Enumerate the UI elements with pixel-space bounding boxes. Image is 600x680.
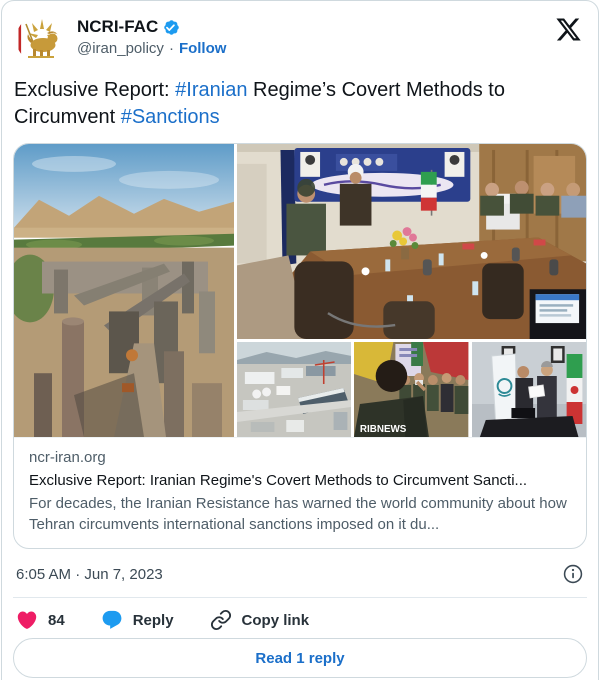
tweet-text-segment: Regime’s Covert Methods to Circumvent <box>14 79 505 128</box>
photo-industrial-aerial-art <box>14 144 234 437</box>
tweet-card <box>1 0 599 680</box>
hashtag-link[interactable]: #Sanctions <box>120 106 220 128</box>
like-button[interactable] <box>16 609 65 631</box>
hashtag-link[interactable]: #Iranian <box>175 79 248 101</box>
photo-certificate-ceremony[interactable] <box>472 342 586 437</box>
card-description: For decades, the Iranian Resistance has warned the world community about how Tehran circumvents international sanctions imposed on it du... <box>29 495 567 533</box>
follow-button[interactable]: Follow <box>178 40 227 57</box>
link-icon <box>210 609 232 631</box>
photo-certificate-ceremony-art <box>472 342 586 437</box>
info-icon[interactable] <box>562 563 584 585</box>
action-bar <box>13 598 587 631</box>
media-grid <box>14 144 586 438</box>
media-right-column <box>237 144 586 437</box>
photo-industrial-complex[interactable] <box>237 342 351 437</box>
card-text-block <box>14 438 586 548</box>
reply-bubble-icon <box>101 609 123 631</box>
photo-meeting-room[interactable] <box>237 144 586 339</box>
reply-label: Reply <box>132 611 174 629</box>
reply-button[interactable] <box>101 609 174 631</box>
like-count: 84 <box>48 611 65 629</box>
photo-industrial-aerial[interactable] <box>14 144 234 437</box>
photo-meeting-room-art <box>237 144 586 339</box>
photo-officials-group[interactable] <box>354 342 468 437</box>
tweet-text-segment: Exclusive Report: <box>14 79 176 101</box>
copy-link-label: Copy link <box>241 611 310 629</box>
avatar[interactable] <box>16 15 64 63</box>
x-logo-icon[interactable] <box>555 16 582 43</box>
timestamp[interactable]: 6:05 AM · Jun 7, 2023 <box>16 565 163 583</box>
copy-link-button[interactable] <box>210 609 310 631</box>
media-bottom-row <box>237 342 586 437</box>
card-domain: ncr-iran.org <box>29 449 106 466</box>
handle[interactable]: @iran_policy <box>77 40 164 57</box>
tweet-text <box>13 77 587 131</box>
card-title: Exclusive Report: Iranian Regime's Covert Methods to Circumvent Sancti... <box>29 472 528 489</box>
heart-icon <box>16 609 38 631</box>
link-preview-card[interactable] <box>13 143 587 549</box>
tweet-header <box>13 15 587 63</box>
photo-industrial-complex-art <box>237 342 351 437</box>
photo-officials-group-art <box>354 342 468 437</box>
verified-badge-icon <box>162 18 181 37</box>
read-reply-button[interactable]: Read 1 reply <box>13 638 587 678</box>
meta-row <box>13 563 587 585</box>
display-name[interactable]: NCRI-FAC <box>77 17 159 36</box>
separator: · <box>168 40 174 57</box>
photo-watermark: RIBNEWS <box>360 423 407 436</box>
ncri-lion-logo <box>16 15 64 63</box>
identity-block <box>77 15 226 57</box>
